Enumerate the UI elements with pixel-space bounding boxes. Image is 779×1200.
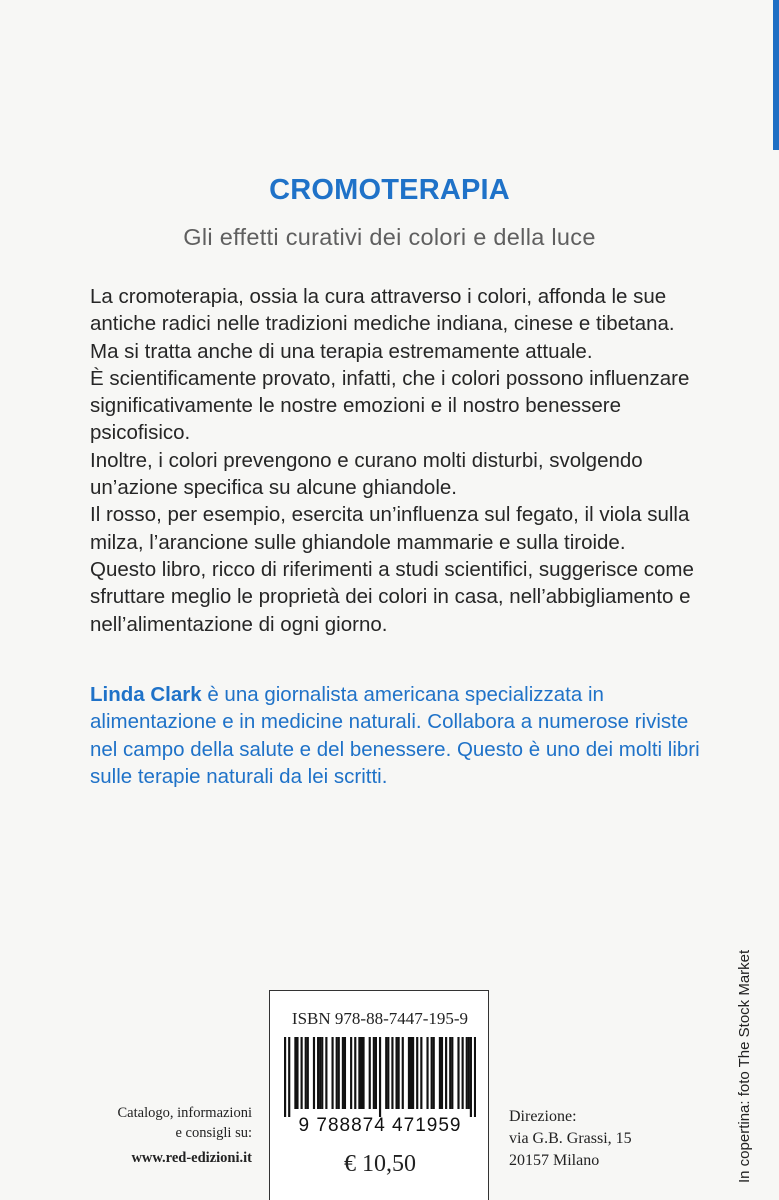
barcode-bar — [294, 1037, 296, 1109]
barcode-image — [284, 1037, 476, 1117]
barcode-bar — [325, 1037, 327, 1109]
barcode-bar — [331, 1037, 333, 1109]
barcode-bar — [305, 1037, 307, 1109]
edge-color-bar — [773, 0, 779, 150]
blurb-paragraph: Inoltre, i colori prevengono e curano molti disturbi, svolgendo un’azione specifica su alcune ghiandole. — [90, 448, 643, 500]
barcode-bar — [426, 1037, 428, 1109]
barcode-bar — [466, 1037, 468, 1109]
barcode-bar — [354, 1037, 356, 1109]
blurb-paragraph: È scientificamente provato, infatti, che i colori possono influenzare significativamente le nostre emozioni e il nostro benessere psicofisico. — [90, 366, 690, 445]
barcode-panel — [269, 990, 489, 1200]
barcode-bar — [313, 1037, 315, 1109]
price: € 10,50 — [344, 1151, 416, 1177]
barcode-bar — [468, 1037, 470, 1109]
barcode-bar — [416, 1037, 418, 1109]
barcode-bar — [457, 1037, 459, 1109]
barcode-bar — [301, 1037, 303, 1109]
barcode-bar — [362, 1037, 364, 1109]
barcode-bar — [288, 1037, 290, 1117]
blurb-paragraph: Il rosso, per esempio, esercita un’influenza sul fegato, il viola sulla milza, l’arancione sulle ghiandole mammarie e sulla tiroide. — [90, 503, 690, 554]
barcode-bar — [420, 1037, 422, 1109]
barcode-bar — [439, 1037, 441, 1109]
barcode-bar — [445, 1037, 447, 1109]
blurb — [90, 283, 700, 638]
barcode-bar — [462, 1037, 464, 1109]
catalog-info — [60, 1103, 252, 1168]
publisher-website: www.red-edizioni.it — [131, 1150, 252, 1166]
barcode-bar — [342, 1037, 344, 1109]
barcode-bar — [321, 1037, 323, 1109]
barcode-bar — [387, 1037, 389, 1109]
publisher-address — [509, 1106, 679, 1172]
author-bio — [90, 681, 700, 790]
barcode-bar — [350, 1037, 352, 1109]
barcode-digits: 9 788874 471959 — [298, 1115, 462, 1136]
book-subtitle: Gli effetti curativi dei colori e della luce — [183, 224, 596, 250]
barcode-bar — [284, 1037, 286, 1117]
barcode-bar — [433, 1037, 435, 1109]
catalog-line: e consigli su: — [175, 1125, 252, 1141]
barcode-bar — [344, 1037, 346, 1109]
barcode-bar — [369, 1037, 371, 1109]
barcode-bar — [410, 1037, 412, 1109]
barcode-bar — [385, 1037, 387, 1109]
barcode-bar — [338, 1037, 340, 1109]
barcode-bar — [379, 1037, 381, 1117]
barcode-bar — [296, 1037, 298, 1109]
barcode-bar — [449, 1037, 451, 1109]
blurb-paragraph: La cromoterapia, ossia la cura attraverso i colori, affonda le sue antiche radici nelle tradizioni mediche indiana, cinese e tibetana. Ma si tratta anche di una terapia estremamente attuale. — [90, 285, 675, 363]
blurb-paragraph: Questo libro, ricco di riferimenti a studi scientifici, suggerisce come sfruttare meglio le proprietà dei colori in casa, nell’abbigliamento e nell’alimentazione di ogni giorno. — [90, 557, 694, 636]
book-title: CROMOTERAPIA — [269, 174, 510, 206]
author-name: Linda Clark — [90, 683, 202, 706]
barcode-bar — [317, 1037, 319, 1109]
address-city: 20157 Milano — [509, 1152, 600, 1169]
barcode-bar — [474, 1037, 476, 1117]
barcode-bar — [441, 1037, 443, 1109]
author-bio-text: è una giornalista americana specializzata in alimentazione e in medicine naturali. Collabora a numerose riviste nel campo della salute e del benessere. Questo è uno dei molti libri sulle terapie naturali da lei scritti. — [90, 683, 700, 788]
barcode-bar — [398, 1037, 400, 1109]
barcode-bar — [412, 1037, 414, 1109]
barcode-bar — [470, 1037, 472, 1117]
barcode-bar — [408, 1037, 410, 1109]
address-street: via G.B. Grassi, 15 — [509, 1130, 632, 1147]
isbn-number: ISBN 978-88-7447-195-9 — [291, 1009, 469, 1028]
barcode-bar — [319, 1037, 321, 1109]
barcode-bar — [360, 1037, 362, 1109]
barcode-bar — [402, 1037, 404, 1109]
barcode-bar — [431, 1037, 433, 1109]
barcode-bar — [391, 1037, 393, 1109]
cover-photo-credit: In copertina: foto The Stock Market — [736, 949, 753, 1183]
barcode-bar — [373, 1037, 375, 1109]
barcode-bar — [375, 1037, 377, 1109]
address-label: Direzione: — [509, 1108, 577, 1125]
barcode-bar — [307, 1037, 309, 1109]
catalog-line: Catalogo, informazioni — [117, 1105, 252, 1121]
barcode-bar — [358, 1037, 360, 1109]
barcode-bar — [451, 1037, 453, 1109]
barcode-bar — [395, 1037, 397, 1109]
barcode-bar — [336, 1037, 338, 1109]
